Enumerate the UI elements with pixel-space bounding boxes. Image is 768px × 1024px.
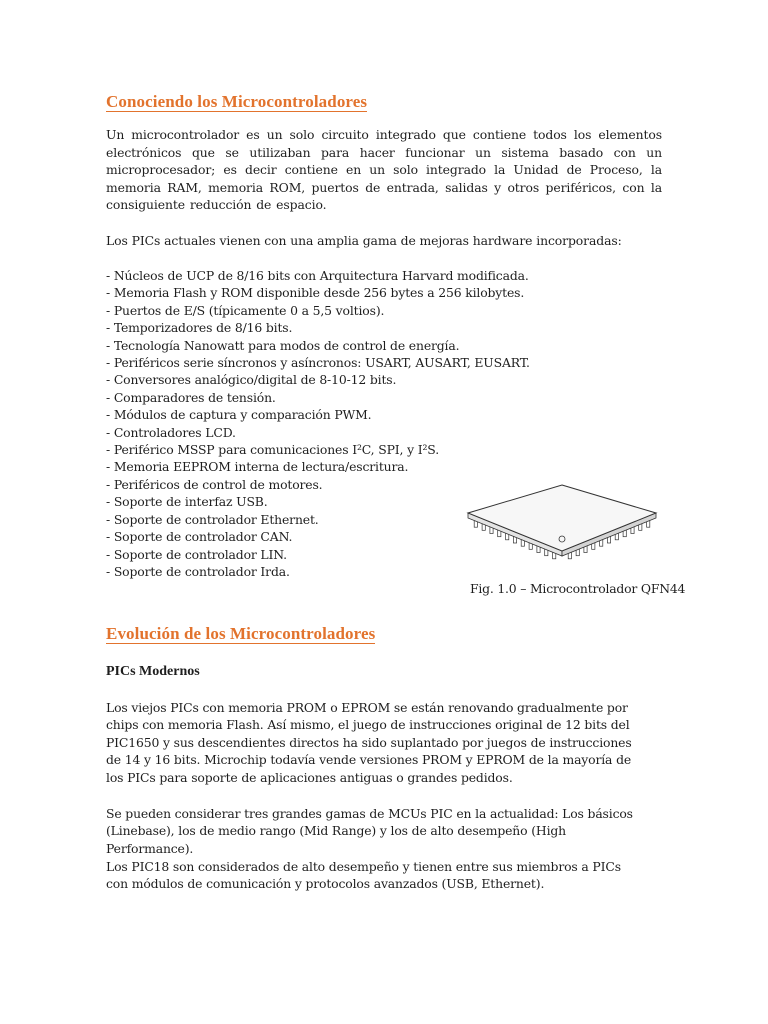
intro-paragraph: Un microcontrolador es un solo circuito integrado que contiene todos los elementos electrónicos que se utilizaban para hacer funcionar un sistema basado con un microprocesador; es decir contiene en un solo integrado la Unidad de Proceso, la memoria RAM, memoria ROM, puertos de entrada, salidas y otros periféricos, con la consiguiente reducción de espacio. — [106, 127, 662, 213]
list-item: - Núcleos de UCP de 8/16 bits con Arquitectura Harvard modificada. — [106, 268, 529, 283]
gamas-paragraph: Se pueden considerar tres grandes gamas de MCUs PIC en la actualidad: Los básicos (Linebase), los de medio rango (Mid Range) y los de alto desempeño (High Performance). — [106, 806, 633, 856]
list-item: - Soporte de interfaz USB. — [106, 494, 268, 510]
pic18-paragraph: Los PIC18 son considerados de alto desempeño y tienen entre sus miembros a PICs con módulos de comunicación y protocolos avanzados (USB, Ethernet). — [106, 859, 621, 892]
list-item: - Temporizadores de 8/16 bits. — [106, 320, 293, 336]
list-item: - Soporte de controlador Irda. — [106, 563, 290, 579]
pics-actuales-paragraph: Los PICs actuales vienen con una amplia gama de mejoras hardware incorporadas: — [106, 233, 622, 248]
list-item: - Memoria EEPROM interna de lectura/escritura. — [106, 459, 409, 475]
list-item: - Periférico MSSP para comunicaciones I²C, SPI, y I²S. — [106, 442, 439, 458]
list-item: - Controladores LCD. — [106, 424, 236, 440]
section-heading-conociendo: Conociendo los Microcontroladores — [106, 92, 368, 111]
list-item: - Tecnología Nanowatt para modos de control de energía. — [106, 337, 460, 353]
list-item: - Soporte de controlador CAN. — [106, 529, 293, 545]
subsection-heading-pics-modernos: PICs Modernos — [106, 664, 200, 679]
list-item: - Soporte de controlador LIN. — [106, 546, 287, 562]
list-item: - Puertos de E/S (típicamente 0 a 5,5 voltios). — [106, 302, 385, 318]
chip-body — [468, 485, 656, 551]
list-item: - Comparadores de tensión. — [106, 389, 276, 405]
figure-caption: Fig. 1.0 – Microcontrolador QFN44 — [470, 581, 686, 596]
section-heading-evolucion: Evolución de los Microcontroladores — [106, 624, 376, 643]
list-item: - Periféricos de control de motores. — [106, 476, 323, 492]
list-item: - Soporte de controlador Ethernet. — [106, 511, 319, 527]
list-item: - Módulos de captura y comparación PWM. — [106, 407, 372, 423]
list-item: - Periféricos serie síncronos y asíncronos: USART, AUSART, EUSART. — [106, 355, 530, 371]
list-item: - Conversores analógico/digital de 8-10-12 bits. — [106, 372, 397, 388]
pics-modernos-paragraph: Los viejos PICs con memoria PROM o EPROM se están renovando gradualmente por chips con memoria Flash. Así mismo, el juego de instrucciones original de 12 bits del PIC1650 y sus descendientes directos ha sido suplantado por juegos de instrucciones de 14 y 16 bits. Microchip todavía vende versiones PROM y EPROM de la mayoría de los PICs para soporte de aplicaciones antiguas o grandes pedidos. — [106, 700, 632, 785]
list-item: - Memoria Flash y ROM disponible desde 256 bytes a 256 kilobytes. — [106, 285, 525, 301]
microcontroller-chip-figure — [462, 483, 662, 578]
